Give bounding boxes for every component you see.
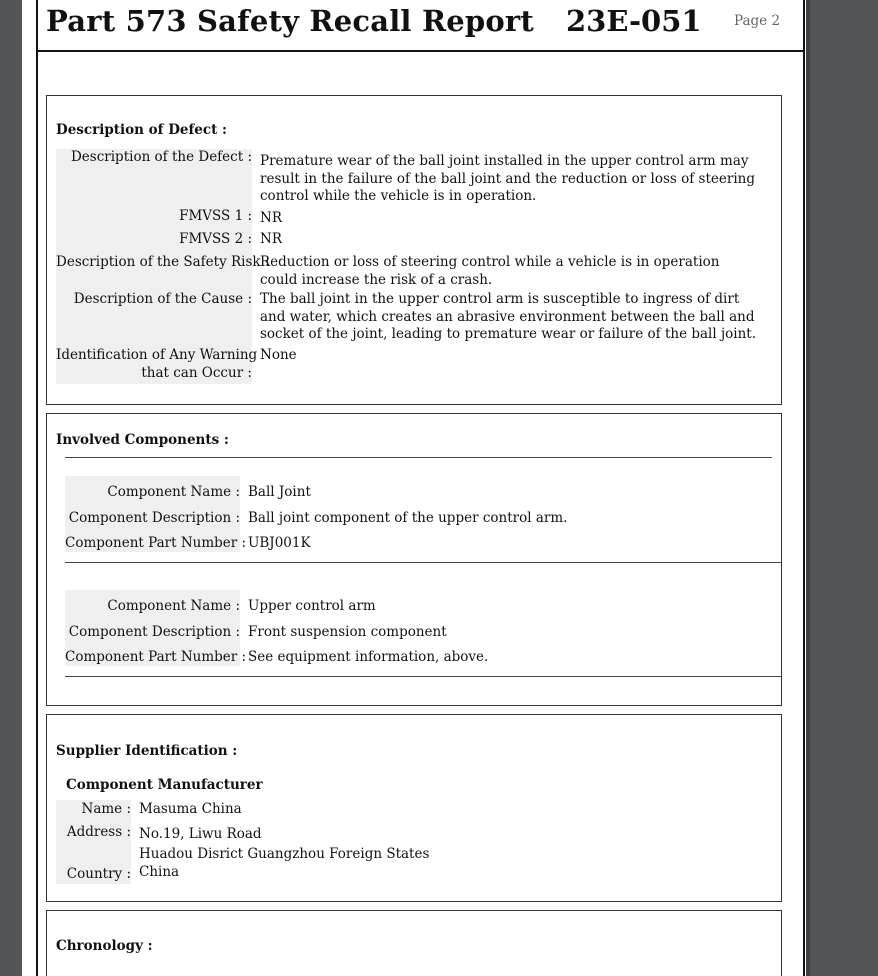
warning-value: None [260,347,297,363]
component-divider [65,676,782,677]
page-frame-left [36,52,38,976]
fmvss1-value: NR [260,210,282,226]
supplier-address-line2: Huadou Disrict Guangzhou Foreign States [139,846,430,862]
component-values [248,594,748,671]
supplier-address-label: Address : [56,820,131,866]
component-desc-label: Component Description : [68,509,240,526]
safety-risk-value: Reduction or loss of steering control while a vehicle is in operation could increase the risk of a crash. [260,254,720,288]
report-page [22,0,806,976]
supplier-name: Masuma China [139,801,242,817]
page-frame-right [803,52,805,976]
recall-number: 23E-051 [566,4,702,38]
component-name-label: Component Name : [107,598,240,614]
component-part-label: Component Part Number : [65,649,247,665]
component-desc: Front suspension component [248,623,447,640]
defect-label: Description of the Defect : [56,149,252,201]
supplier-address [139,824,639,864]
supplier-section [46,714,782,902]
supplier-name-label: Name : [56,800,131,820]
supplier-country: China [139,864,180,880]
report-title: Part 573 Safety Recall Report [46,4,534,38]
components-divider [65,457,772,458]
cause-value: The ball joint in the upper control arm is susceptible to ingress of dirt and water, which creates an abrasive environment between the ball and socket of the joint, leading to premature wear or failure of the ball joint. [260,291,757,342]
component-labels [65,590,247,666]
safety-risk-label: Description of the Safety Risk : [56,249,252,289]
supplier-country-label: Country : [56,866,131,884]
page-number: Page 2 [734,13,781,29]
warning-label [56,342,258,384]
chronology-section-title: Chronology : [56,938,153,954]
report-header [36,0,805,52]
component-desc-label: Component Description : [68,623,240,640]
defect-section-title: Description of Defect : [56,122,228,138]
supplier-section-title: Supplier Identification : [56,743,238,759]
component-part: UBJ001K [248,535,311,551]
components-section-title: Involved Components : [56,432,229,448]
component-part-label: Component Part Number : [65,535,247,551]
component-desc: Ball joint component of the upper control arm. [248,509,568,526]
warning-label-line1: Identification of Any Warning [56,347,258,363]
warning-label-line2: that can Occur : [141,364,252,381]
fmvss1-label: FMVSS 1 : [56,201,252,227]
components-section [46,413,782,706]
component-part: See equipment information, above. [248,649,489,665]
component-name: Upper control arm [248,598,376,614]
fmvss2-label: FMVSS 2 : [56,227,252,249]
fmvss2-value: NR [260,231,282,247]
component-values [248,480,748,557]
cause-label: Description of the Cause : [56,289,252,342]
defect-value: Premature wear of the ball joint installed in the upper control arm may result in the failure of the ball joint and the reduction or loss of steering control while the vehicle is in operation. [260,153,755,204]
manufacturer-subtitle: Component Manufacturer [66,777,263,793]
chronology-section [46,910,782,976]
component-divider [65,562,782,563]
defect-section [46,95,782,405]
component-name-label: Component Name : [107,484,240,500]
page-shadow [806,0,810,976]
supplier-address-line1: No.19, Liwu Road [139,826,262,842]
component-labels [65,476,247,552]
component-name: Ball Joint [248,484,311,500]
